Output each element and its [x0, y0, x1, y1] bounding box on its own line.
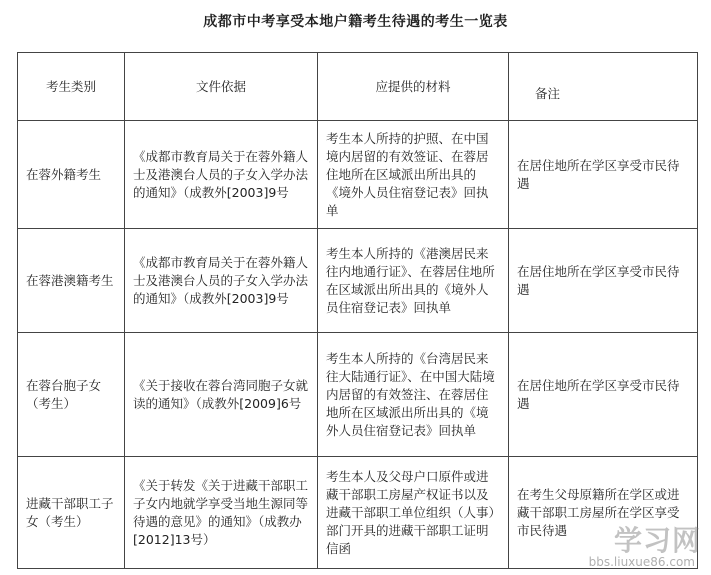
cell-category: 在蓉台胞子女（考生） [18, 333, 125, 457]
cell-note: 在考生父母原籍所在学区或进藏干部职工房屋所在学区享受市民待遇 [509, 457, 698, 569]
cell-category: 进藏干部职工子女（考生） [18, 457, 125, 569]
header-note: 备注 [509, 53, 698, 121]
cell-materials: 考生本人所持的《台湾居民来往大陆通行证》、在中国大陆境内居留的有效签注、在蓉居住地所在区域派出所出具的《境外人员住宿登记表》回执单 [318, 333, 509, 457]
eligibility-table [17, 52, 698, 569]
watermark-url: bbs.liuxue86.com [588, 555, 695, 569]
page-title: 成都市中考享受本地户籍考生待遇的考生一览表 [203, 14, 508, 30]
table-row [18, 229, 698, 333]
table-row [18, 333, 698, 457]
cell-basis: 《关于接收在蓉台湾同胞子女就读的通知》（成教外[2009]6号 [125, 333, 318, 457]
watermark [531, 519, 701, 569]
header-basis: 文件依据 [125, 53, 318, 121]
cell-note: 在居住地所在学区享受市民待遇 [509, 121, 698, 229]
header-materials: 应提供的材料 [318, 53, 509, 121]
cell-note: 在居住地所在学区享受市民待遇 [509, 333, 698, 457]
watermark-logo: 学习网 [613, 524, 701, 557]
header-row [18, 53, 698, 121]
cell-category: 在蓉港澳籍考生 [18, 229, 125, 333]
cell-note: 在居住地所在学区享受市民待遇 [509, 229, 698, 333]
cell-materials: 考生本人所持的《港澳居民来往内地通行证》、在蓉居住地所在区域派出所出具的《境外人员住宿登记表》回执单 [318, 229, 509, 333]
cell-category: 在蓉外籍考生 [18, 121, 125, 229]
cell-basis: 《成都市教育局关于在蓉外籍人士及港澳台人员的子女入学办法的通知》（成教外[2003]9号 [125, 229, 318, 333]
cell-basis: 《成都市教育局关于在蓉外籍人士及港澳台人员的子女入学办法的通知》（成教外[2003]9号 [125, 121, 318, 229]
cell-materials: 考生本人及父母户口原件或进藏干部职工房屋产权证书以及进藏干部职工单位组织（人事）部门开具的进藏干部职工证明信函 [318, 457, 509, 569]
cell-materials: 考生本人所持的护照、在中国境内居留的有效签证、在蓉居住地所在区域派出所出具的《境外人员住宿登记表》回执单 [318, 121, 509, 229]
cell-basis: 《关于转发《关于进藏干部职工子女内地就学享受当地生源同等待遇的意见》的通知》（成教办[2012]13号） [125, 457, 318, 569]
table-row [18, 121, 698, 229]
header-category: 考生类别 [18, 53, 125, 121]
